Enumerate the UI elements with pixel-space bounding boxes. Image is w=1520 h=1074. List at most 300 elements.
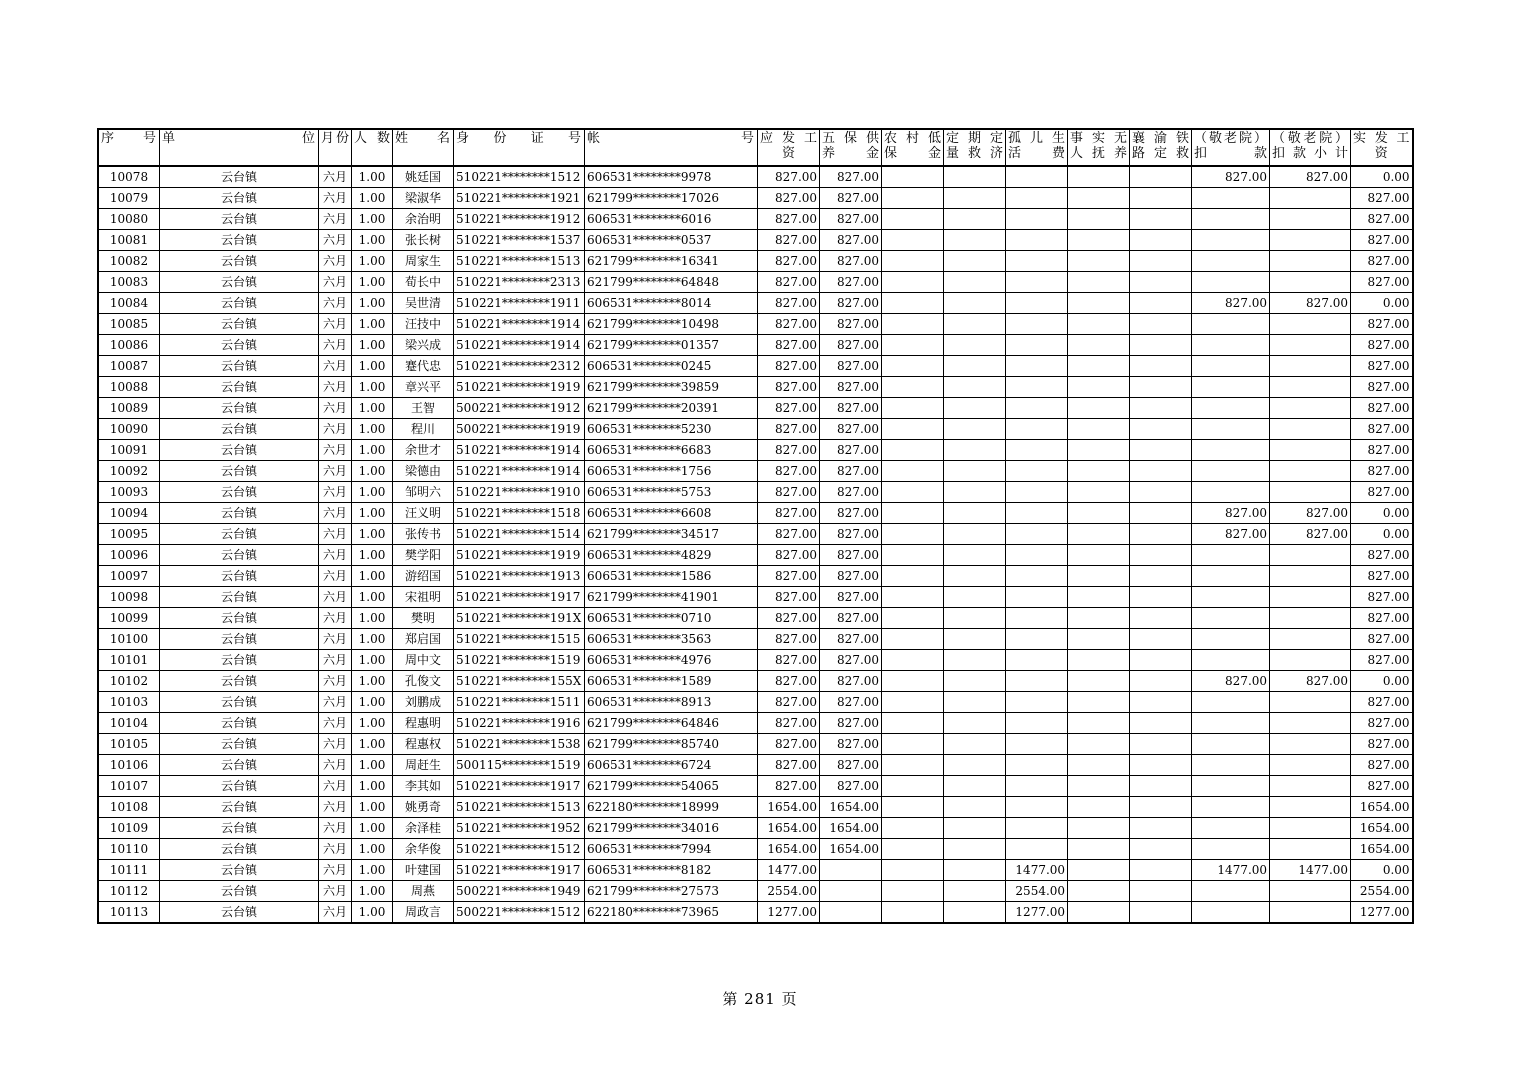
cell-id: 510221********1914: [454, 461, 585, 482]
table-row: [98, 650, 1413, 671]
cell-seq: 10113: [98, 902, 160, 924]
cell-xiangyu: [1130, 209, 1192, 230]
cell-xiangyu: [1130, 440, 1192, 461]
cell-wubao: 827.00: [820, 776, 882, 797]
cell-unit: 云台镇: [160, 839, 319, 860]
cell-due: 1654.00: [758, 797, 820, 818]
column-header-line: 实 发 工: [1353, 131, 1410, 146]
cell-name: 叶建国: [393, 860, 454, 881]
cell-due: 827.00: [758, 272, 820, 293]
cell-due: 827.00: [758, 524, 820, 545]
cell-xiangyu: [1130, 776, 1192, 797]
table-row: [98, 314, 1413, 335]
cell-count: 1.00: [352, 503, 393, 524]
cell-actual: 0.00: [1351, 293, 1413, 314]
cell-dingliang: [944, 188, 1006, 209]
cell-unit: 云台镇: [160, 797, 319, 818]
column-header-line: 保 金: [884, 146, 942, 161]
cell-account: 621799********54065: [585, 776, 758, 797]
cell-account: 621799********64848: [585, 272, 758, 293]
column-header-jly_kou: [1192, 129, 1270, 166]
cell-due: 827.00: [758, 608, 820, 629]
cell-wubao: 827.00: [820, 377, 882, 398]
cell-seq: 10093: [98, 482, 160, 503]
cell-seq: 10104: [98, 713, 160, 734]
cell-name: 梁德由: [393, 461, 454, 482]
cell-seq: 10078: [98, 166, 160, 188]
cell-name: 章兴平: [393, 377, 454, 398]
cell-id: 510221********191X: [454, 608, 585, 629]
cell-id: 510221********1917: [454, 776, 585, 797]
cell-due: 827.00: [758, 650, 820, 671]
cell-name: 周政言: [393, 902, 454, 924]
cell-month: 六月: [319, 734, 352, 755]
cell-name: 游绍国: [393, 566, 454, 587]
cell-dibao: [882, 671, 944, 692]
cell-actual: 0.00: [1351, 503, 1413, 524]
cell-guer: [1006, 314, 1068, 335]
cell-jly_sub: [1270, 482, 1351, 503]
cell-name: 余华俊: [393, 839, 454, 860]
cell-actual: 1654.00: [1351, 839, 1413, 860]
cell-dingliang: [944, 356, 1006, 377]
cell-shishi: [1068, 503, 1130, 524]
cell-month: 六月: [319, 398, 352, 419]
cell-dingliang: [944, 230, 1006, 251]
cell-seq: 10084: [98, 293, 160, 314]
cell-jly_kou: 827.00: [1192, 293, 1270, 314]
cell-count: 1.00: [352, 692, 393, 713]
cell-unit: 云台镇: [160, 461, 319, 482]
column-header-line: 应 发 工: [760, 131, 818, 146]
column-header-unit: [160, 129, 319, 166]
cell-wubao: 827.00: [820, 419, 882, 440]
cell-count: 1.00: [352, 461, 393, 482]
cell-count: 1.00: [352, 671, 393, 692]
cell-due: 1477.00: [758, 860, 820, 881]
cell-xiangyu: [1130, 818, 1192, 839]
table-row: [98, 545, 1413, 566]
cell-shishi: [1068, 671, 1130, 692]
cell-id: 510221********1513: [454, 251, 585, 272]
cell-due: 2554.00: [758, 881, 820, 902]
cell-dibao: [882, 209, 944, 230]
cell-actual: 827.00: [1351, 272, 1413, 293]
cell-jly_kou: [1192, 839, 1270, 860]
cell-account: 621799********34016: [585, 818, 758, 839]
table-body: [98, 166, 1413, 923]
cell-count: 1.00: [352, 209, 393, 230]
cell-unit: 云台镇: [160, 209, 319, 230]
cell-dingliang: [944, 755, 1006, 776]
cell-unit: 云台镇: [160, 650, 319, 671]
cell-xiangyu: [1130, 650, 1192, 671]
cell-id: 500221********1919: [454, 419, 585, 440]
cell-xiangyu: [1130, 566, 1192, 587]
cell-due: 827.00: [758, 692, 820, 713]
cell-guer: [1006, 629, 1068, 650]
cell-count: 1.00: [352, 272, 393, 293]
cell-xiangyu: [1130, 524, 1192, 545]
cell-account: 621799********64846: [585, 713, 758, 734]
cell-actual: 827.00: [1351, 188, 1413, 209]
table-row: [98, 461, 1413, 482]
cell-count: 1.00: [352, 335, 393, 356]
table-row: [98, 419, 1413, 440]
cell-id: 510221********1913: [454, 566, 585, 587]
column-header-line: 姓 名: [395, 131, 452, 146]
column-header-dibao: [882, 129, 944, 166]
cell-guer: [1006, 608, 1068, 629]
cell-jly_kou: 827.00: [1192, 671, 1270, 692]
cell-jly_sub: [1270, 377, 1351, 398]
cell-dibao: [882, 608, 944, 629]
cell-month: 六月: [319, 650, 352, 671]
column-header-line: 资: [782, 146, 796, 161]
cell-guer: [1006, 566, 1068, 587]
cell-actual: 827.00: [1351, 356, 1413, 377]
cell-id: 500115********1519: [454, 755, 585, 776]
cell-wubao: 827.00: [820, 461, 882, 482]
column-header-line: 孤 儿 生: [1008, 131, 1066, 146]
cell-due: 827.00: [758, 440, 820, 461]
cell-jly_kou: [1192, 356, 1270, 377]
cell-unit: 云台镇: [160, 671, 319, 692]
column-header-line: 路 定 救: [1132, 146, 1190, 161]
cell-seq: 10090: [98, 419, 160, 440]
cell-unit: 云台镇: [160, 293, 319, 314]
cell-jly_kou: [1192, 335, 1270, 356]
cell-month: 六月: [319, 797, 352, 818]
cell-jly_sub: [1270, 797, 1351, 818]
cell-account: 621799********20391: [585, 398, 758, 419]
cell-count: 1.00: [352, 650, 393, 671]
cell-xiangyu: [1130, 755, 1192, 776]
cell-month: 六月: [319, 524, 352, 545]
cell-dingliang: [944, 566, 1006, 587]
cell-jly_sub: [1270, 419, 1351, 440]
cell-seq: 10105: [98, 734, 160, 755]
cell-id: 510221********1513: [454, 797, 585, 818]
cell-guer: 2554.00: [1006, 881, 1068, 902]
cell-month: 六月: [319, 314, 352, 335]
cell-account: 606531********8913: [585, 692, 758, 713]
cell-guer: [1006, 692, 1068, 713]
cell-account: 606531********7994: [585, 839, 758, 860]
cell-actual: 827.00: [1351, 230, 1413, 251]
cell-dibao: [882, 860, 944, 881]
cell-id: 510221********2312: [454, 356, 585, 377]
cell-seq: 10103: [98, 692, 160, 713]
cell-count: 1.00: [352, 734, 393, 755]
cell-due: 827.00: [758, 335, 820, 356]
cell-jly_sub: [1270, 692, 1351, 713]
cell-shishi: [1068, 272, 1130, 293]
cell-jly_kou: [1192, 545, 1270, 566]
cell-shishi: [1068, 440, 1130, 461]
cell-xiangyu: [1130, 797, 1192, 818]
cell-seq: 10100: [98, 629, 160, 650]
cell-unit: 云台镇: [160, 524, 319, 545]
cell-actual: 827.00: [1351, 440, 1413, 461]
cell-account: 606531********1589: [585, 671, 758, 692]
cell-guer: [1006, 503, 1068, 524]
cell-unit: 云台镇: [160, 734, 319, 755]
cell-wubao: 1654.00: [820, 839, 882, 860]
column-header-line: 人 抚 养: [1070, 146, 1128, 161]
cell-dibao: [882, 251, 944, 272]
cell-dingliang: [944, 797, 1006, 818]
cell-wubao: 827.00: [820, 545, 882, 566]
cell-due: 827.00: [758, 314, 820, 335]
cell-seq: 10112: [98, 881, 160, 902]
column-header-name: [393, 129, 454, 166]
cell-xiangyu: [1130, 419, 1192, 440]
cell-seq: 10110: [98, 839, 160, 860]
cell-actual: 0.00: [1351, 166, 1413, 188]
cell-month: 六月: [319, 776, 352, 797]
cell-xiangyu: [1130, 902, 1192, 924]
cell-actual: 1654.00: [1351, 818, 1413, 839]
cell-jly_kou: [1192, 776, 1270, 797]
cell-id: 510221********2313: [454, 272, 585, 293]
cell-jly_kou: [1192, 461, 1270, 482]
cell-id: 510221********1515: [454, 629, 585, 650]
cell-actual: 0.00: [1351, 524, 1413, 545]
cell-due: 827.00: [758, 293, 820, 314]
cell-id: 510221********1512: [454, 839, 585, 860]
cell-seq: 10080: [98, 209, 160, 230]
cell-jly_kou: [1192, 713, 1270, 734]
cell-due: 827.00: [758, 755, 820, 776]
table-row: [98, 251, 1413, 272]
cell-shishi: [1068, 608, 1130, 629]
cell-guer: [1006, 671, 1068, 692]
table-row: [98, 293, 1413, 314]
cell-jly_sub: 827.00: [1270, 293, 1351, 314]
table-row: [98, 839, 1413, 860]
cell-guer: [1006, 188, 1068, 209]
cell-dibao: [882, 755, 944, 776]
cell-count: 1.00: [352, 839, 393, 860]
cell-name: 樊学阳: [393, 545, 454, 566]
cell-name: 周赶生: [393, 755, 454, 776]
cell-xiangyu: [1130, 881, 1192, 902]
cell-wubao: 827.00: [820, 608, 882, 629]
cell-seq: 10098: [98, 587, 160, 608]
cell-jly_sub: [1270, 818, 1351, 839]
cell-dingliang: [944, 293, 1006, 314]
cell-shishi: [1068, 713, 1130, 734]
cell-account: 621799********34517: [585, 524, 758, 545]
cell-guer: [1006, 377, 1068, 398]
cell-jly_sub: [1270, 902, 1351, 924]
cell-unit: 云台镇: [160, 755, 319, 776]
cell-id: 510221********1911: [454, 293, 585, 314]
cell-xiangyu: [1130, 356, 1192, 377]
cell-actual: 2554.00: [1351, 881, 1413, 902]
cell-name: 余泽桂: [393, 818, 454, 839]
cell-wubao: 827.00: [820, 166, 882, 188]
cell-jly_sub: 827.00: [1270, 166, 1351, 188]
cell-jly_sub: [1270, 734, 1351, 755]
cell-seq: 10095: [98, 524, 160, 545]
cell-actual: 0.00: [1351, 860, 1413, 881]
column-header-line: 养 金: [822, 146, 880, 161]
cell-actual: 827.00: [1351, 587, 1413, 608]
cell-dibao: [882, 314, 944, 335]
cell-id: 510221********155X: [454, 671, 585, 692]
cell-seq: 10092: [98, 461, 160, 482]
cell-due: 827.00: [758, 629, 820, 650]
cell-unit: 云台镇: [160, 818, 319, 839]
cell-guer: [1006, 776, 1068, 797]
cell-jly_sub: 827.00: [1270, 503, 1351, 524]
cell-xiangyu: [1130, 608, 1192, 629]
cell-xiangyu: [1130, 587, 1192, 608]
cell-account: 606531********5753: [585, 482, 758, 503]
cell-id: 500221********1949: [454, 881, 585, 902]
cell-shishi: [1068, 734, 1130, 755]
cell-wubao: [820, 881, 882, 902]
column-header-line: 身 份 证 号: [456, 131, 583, 146]
cell-seq: 10083: [98, 272, 160, 293]
cell-unit: 云台镇: [160, 776, 319, 797]
cell-dibao: [882, 839, 944, 860]
cell-jly_kou: 827.00: [1192, 524, 1270, 545]
table-row: [98, 503, 1413, 524]
cell-dingliang: [944, 398, 1006, 419]
cell-jly_sub: [1270, 755, 1351, 776]
cell-account: 606531********6608: [585, 503, 758, 524]
cell-unit: 云台镇: [160, 629, 319, 650]
cell-shishi: [1068, 335, 1130, 356]
cell-shishi: [1068, 839, 1130, 860]
cell-jly_kou: [1192, 881, 1270, 902]
cell-account: 621799********10498: [585, 314, 758, 335]
cell-dingliang: [944, 839, 1006, 860]
cell-jly_kou: [1192, 587, 1270, 608]
cell-month: 六月: [319, 209, 352, 230]
cell-wubao: 827.00: [820, 692, 882, 713]
cell-name: 张传书: [393, 524, 454, 545]
cell-month: 六月: [319, 818, 352, 839]
cell-id: 510221********1914: [454, 314, 585, 335]
cell-account: 606531********8182: [585, 860, 758, 881]
cell-name: 蹇代忠: [393, 356, 454, 377]
cell-shishi: [1068, 692, 1130, 713]
cell-dingliang: [944, 166, 1006, 188]
table-row: [98, 166, 1413, 188]
cell-due: 827.00: [758, 545, 820, 566]
cell-count: 1.00: [352, 566, 393, 587]
cell-seq: 10086: [98, 335, 160, 356]
cell-xiangyu: [1130, 671, 1192, 692]
cell-shishi: [1068, 356, 1130, 377]
cell-dibao: [882, 524, 944, 545]
cell-count: 1.00: [352, 902, 393, 924]
cell-actual: 827.00: [1351, 482, 1413, 503]
cell-unit: 云台镇: [160, 230, 319, 251]
cell-jly_sub: [1270, 587, 1351, 608]
cell-jly_sub: [1270, 251, 1351, 272]
cell-seq: 10094: [98, 503, 160, 524]
cell-dingliang: [944, 209, 1006, 230]
cell-account: 606531********1586: [585, 566, 758, 587]
cell-jly_kou: [1192, 419, 1270, 440]
cell-dingliang: [944, 440, 1006, 461]
cell-id: 510221********1512: [454, 166, 585, 188]
cell-shishi: [1068, 776, 1130, 797]
cell-dingliang: [944, 419, 1006, 440]
cell-wubao: 827.00: [820, 272, 882, 293]
cell-month: 六月: [319, 692, 352, 713]
cell-dibao: [882, 650, 944, 671]
table-row: [98, 566, 1413, 587]
table-row: [98, 398, 1413, 419]
cell-seq: 10106: [98, 755, 160, 776]
cell-name: 梁兴成: [393, 335, 454, 356]
cell-month: 六月: [319, 335, 352, 356]
cell-name: 周燕: [393, 881, 454, 902]
cell-account: 621799********17026: [585, 188, 758, 209]
cell-guer: 1277.00: [1006, 902, 1068, 924]
table-row: [98, 692, 1413, 713]
cell-id: 510221********1537: [454, 230, 585, 251]
cell-id: 510221********1910: [454, 482, 585, 503]
cell-dingliang: [944, 272, 1006, 293]
cell-name: 邹明六: [393, 482, 454, 503]
cell-actual: 827.00: [1351, 545, 1413, 566]
cell-dibao: [882, 503, 944, 524]
cell-name: 汪技中: [393, 314, 454, 335]
cell-dibao: [882, 482, 944, 503]
cell-dingliang: [944, 587, 1006, 608]
cell-month: 六月: [319, 755, 352, 776]
cell-xiangyu: [1130, 335, 1192, 356]
cell-name: 余世才: [393, 440, 454, 461]
cell-id: 510221********1952: [454, 818, 585, 839]
cell-account: 606531********3563: [585, 629, 758, 650]
cell-actual: 827.00: [1351, 755, 1413, 776]
cell-jly_sub: 827.00: [1270, 671, 1351, 692]
cell-jly_kou: [1192, 902, 1270, 924]
cell-month: 六月: [319, 461, 352, 482]
cell-seq: 10099: [98, 608, 160, 629]
cell-unit: 云台镇: [160, 545, 319, 566]
cell-unit: 云台镇: [160, 166, 319, 188]
cell-xiangyu: [1130, 692, 1192, 713]
cell-id: 510221********1514: [454, 524, 585, 545]
cell-shishi: [1068, 251, 1130, 272]
cell-jly_kou: 827.00: [1192, 166, 1270, 188]
cell-dingliang: [944, 881, 1006, 902]
cell-account: 621799********85740: [585, 734, 758, 755]
cell-jly_sub: [1270, 461, 1351, 482]
table-row: [98, 377, 1413, 398]
cell-due: 827.00: [758, 188, 820, 209]
cell-id: 510221********1519: [454, 650, 585, 671]
cell-unit: 云台镇: [160, 503, 319, 524]
cell-id: 510221********1917: [454, 860, 585, 881]
cell-xiangyu: [1130, 713, 1192, 734]
cell-xiangyu: [1130, 482, 1192, 503]
cell-jly_sub: [1270, 776, 1351, 797]
cell-jly_kou: [1192, 251, 1270, 272]
cell-seq: 10111: [98, 860, 160, 881]
column-header-line: 序 号: [101, 131, 158, 146]
cell-jly_kou: [1192, 398, 1270, 419]
